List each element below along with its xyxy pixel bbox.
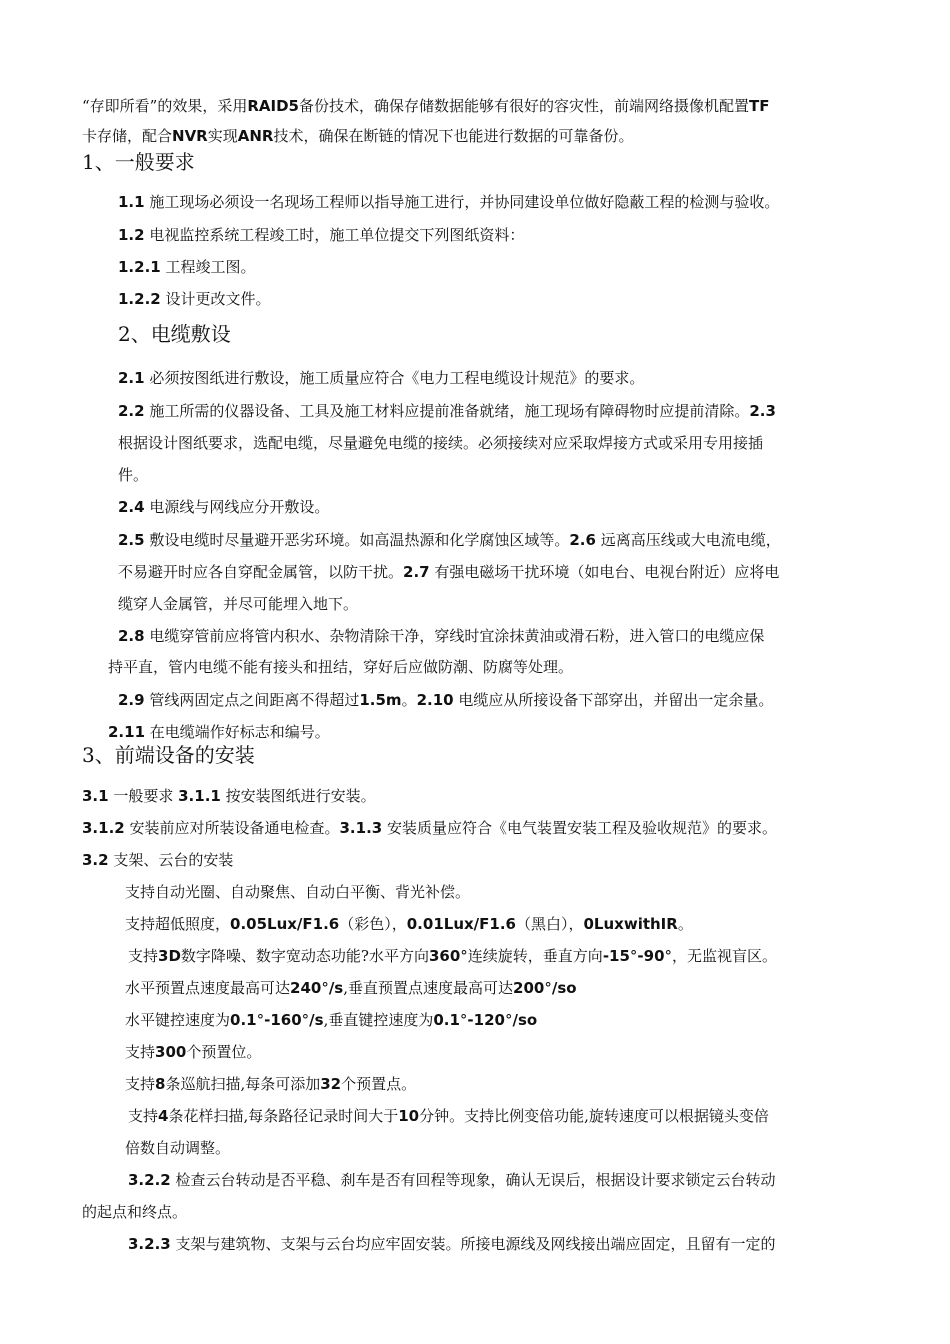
section-heading: 2、电缆敷设	[118, 322, 231, 346]
text-line: 3.2 支架、云台的安装	[82, 851, 234, 869]
text-line: 2.2 施工所需的仪器设备、工具及施工材料应提前准备就绪，施工现场有障碍物时应提前清除。2.3	[118, 402, 776, 420]
text-line: 支持超低照度，0.05Lux/F1.6（彩色），0.01Lux/F1.6（黑白），0LuxwithIR。	[125, 915, 693, 933]
text-line: 支持300个预置位。	[125, 1043, 262, 1061]
text-line: 2.1 必须按图纸进行敷设，施工质量应符合《电力工程电缆设计规范》的要求。	[118, 369, 645, 387]
text-line: 持平直，管内电缆不能有接头和扭结，穿好后应做防潮、防腐等处理。	[108, 658, 574, 676]
text-line: 支持4条花样扫描,每条路径记录时间大于10分钟。支持比例变倍功能,旋转速度可以根据镜头变倍	[128, 1107, 769, 1125]
text-line: 倍数自动调整。	[125, 1139, 231, 1157]
text-line: 2.9 管线两固定点之间距离不得超过1.5m。2.10 电缆应从所接设备下部穿出，并留出一定余量。	[118, 691, 774, 709]
text-line: 不易避开时应各自穿配金属管，以防干扰。2.7 有强电磁场干扰环境（如电台、电视台附近）应将电	[118, 563, 780, 581]
text-line: 缆穿人金属管，并尽可能埋入地下。	[118, 595, 359, 613]
text-line: 水平预置点速度最高可达240°/s,垂直预置点速度最高可达200°/so	[125, 979, 577, 997]
text-line: 1.2 电视监控系统工程竣工时，施工单位提交下列图纸资料：	[118, 226, 525, 244]
text-line: 根据设计图纸要求，选配电缆，尽量避免电缆的接续。必须接续对应采取焊接方式或采用专用接插	[118, 434, 764, 452]
text-line: 1.2.2 设计更改文件。	[118, 290, 271, 308]
text-line: 支持8条巡航扫描,每条可添加32个预置点。	[125, 1075, 417, 1093]
section-heading: 1、一般要求	[82, 150, 195, 174]
section-heading: 3、前端设备的安装	[82, 743, 255, 767]
text-line: 的起点和终点。	[82, 1203, 188, 1221]
text-line: 件。	[118, 466, 149, 484]
text-line: 2.5 敷设电缆时尽量避开恶劣环境。如高温热源和化学腐蚀区域等。2.6 远离高压线或大电流电缆，	[118, 531, 781, 549]
text-line: 支持3D数字降噪、数字宽动态功能?水平方向360°连续旋转，垂直方向-15°-90°，无监视盲区。	[128, 947, 778, 965]
text-line: 卡存储，配合NVR实现ANR技术，确保在断链的情况下也能进行数据的可靠备份。	[82, 127, 634, 145]
text-line: 3.1.2 安装前应对所装设备通电检查。3.1.3 安装质量应符合《电气装置安装工程及验收规范》的要求。	[82, 819, 777, 837]
text-line: 2.8 电缆穿管前应将管内积水、杂物清除干净，穿线时宜涂抹黄油或滑石粉，进入管口的电缆应保	[118, 627, 765, 645]
text-line: 2.4 电源线与网线应分开敷设。	[118, 498, 330, 516]
text-line: 3.2.3 支架与建筑物、支架与云台均应牢固安装。所接电源线及网线接出端应固定，且留有一定的	[128, 1235, 776, 1253]
text-line: 3.2.2 检查云台转动是否平稳、刹车是否有回程等现象，确认无误后，根据设计要求锁定云台转动	[128, 1171, 776, 1189]
text-line: 1.1 施工现场必须设一名现场工程师以指导施工进行，并协同建设单位做好隐蔽工程的检测与验收。	[118, 193, 780, 211]
text-line: 支持自动光圈、自动聚焦、自动白平衡、背光补偿。	[125, 883, 471, 901]
text-line: 1.2.1 工程竣工图。	[118, 258, 256, 276]
text-line: 2.11 在电缆端作好标志和编号。	[108, 723, 330, 741]
text-line: 水平键控速度为0.1°-160°/s,垂直键控速度为0.1°-120°/so	[125, 1011, 538, 1029]
text-line: “存即所看”的效果，采用RAID5备份技术，确保存储数据能够有很好的容灾性，前端网络摄像机配置TF	[82, 97, 770, 115]
text-line: 3.1 一般要求 3.1.1 按安装图纸进行安装。	[82, 787, 376, 805]
